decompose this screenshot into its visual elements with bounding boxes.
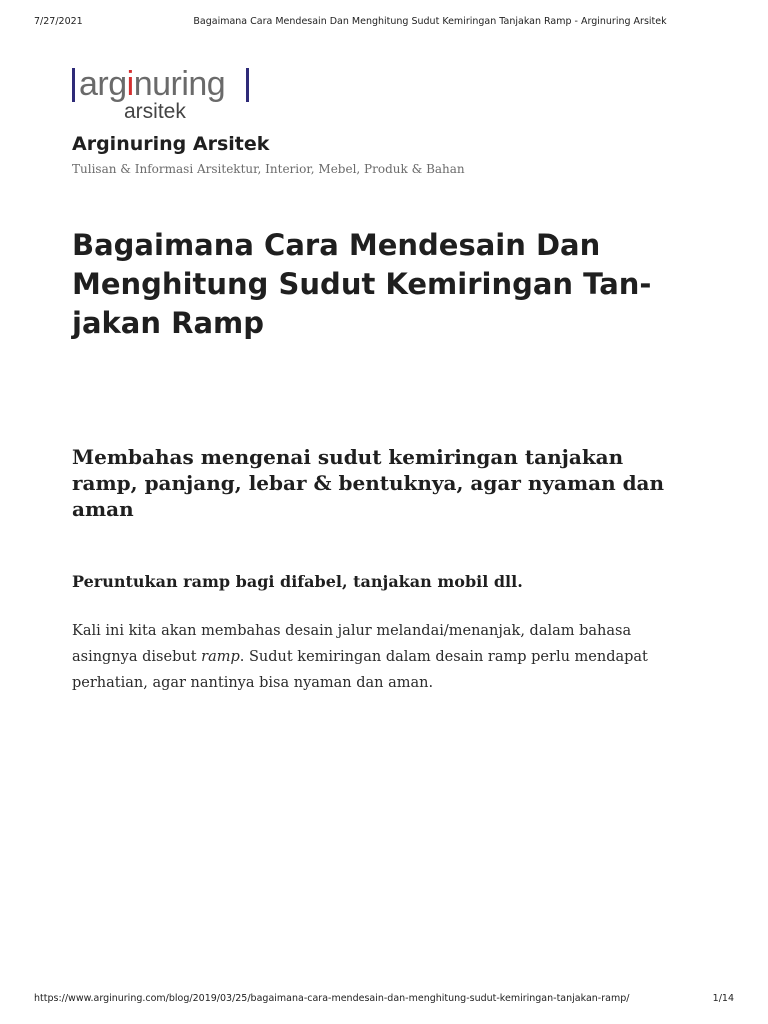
body-text-segment: . Sudut kemiringan dalam desain ramp perlu mendapat (239, 649, 648, 665)
print-document-title: Bagaimana Cara Mendesain Dan Menghitung Sudut Kemiringan Tanjakan Ramp - Arginuring Arsitek (193, 16, 667, 27)
article-title-line: jakan Ramp (72, 306, 264, 340)
print-header (0, 16, 768, 30)
print-page-indicator: 1/14 (712, 993, 734, 1004)
logo-wordmark (79, 64, 225, 104)
logo-left-bar (72, 68, 75, 102)
logo-right-bar (246, 68, 249, 102)
site-name[interactable]: Arginuring Arsitek (72, 133, 270, 155)
article-title-line: Bagaimana Cara Mendesain Dan (72, 228, 601, 262)
article-lead-in: Peruntukan ramp bagi difabel, tanjakan mobil dll. (72, 572, 523, 591)
logo-wordmark-start: arg (79, 65, 127, 103)
logo-wordmark-end: nuring (133, 65, 226, 103)
body-line (72, 644, 692, 670)
body-emphasis: ramp (201, 649, 240, 665)
body-line: Kali ini kita akan membahas desain jalur melandai/menanjak, dalam bahasa (72, 623, 632, 639)
print-url: https://www.arginuring.com/blog/2019/03/25/bagaimana-cara-mendesain-dan-menghitung-sudut-kemiringan-tanjakan-ramp/ (34, 993, 630, 1004)
article-body-paragraph (72, 618, 692, 696)
article-subtitle (72, 444, 692, 522)
body-text-segment: asingnya disebut (72, 649, 202, 665)
article-title-line: Menghitung Sudut Kemiringan Tan- (72, 267, 652, 301)
site-tagline: Tulisan & Informasi Arsitektur, Interior, Mebel, Produk & Bahan (72, 162, 465, 176)
article-subtitle-line: ramp, panjang, lebar & bentuknya, agar nyaman dan (72, 471, 665, 495)
site-logo[interactable] (72, 64, 252, 126)
print-footer (0, 993, 768, 1007)
logo-wordmark-accent: i (126, 65, 134, 103)
article-subtitle-line: aman (72, 497, 134, 521)
article-title (72, 226, 692, 343)
article-subtitle-line: Membahas mengenai sudut kemiringan tanjakan (72, 445, 624, 469)
body-line: perhatian, agar nantinya bisa nyaman dan aman. (72, 675, 434, 691)
print-date: 7/27/2021 (34, 16, 83, 27)
logo-subtext: arsitek (124, 100, 186, 123)
